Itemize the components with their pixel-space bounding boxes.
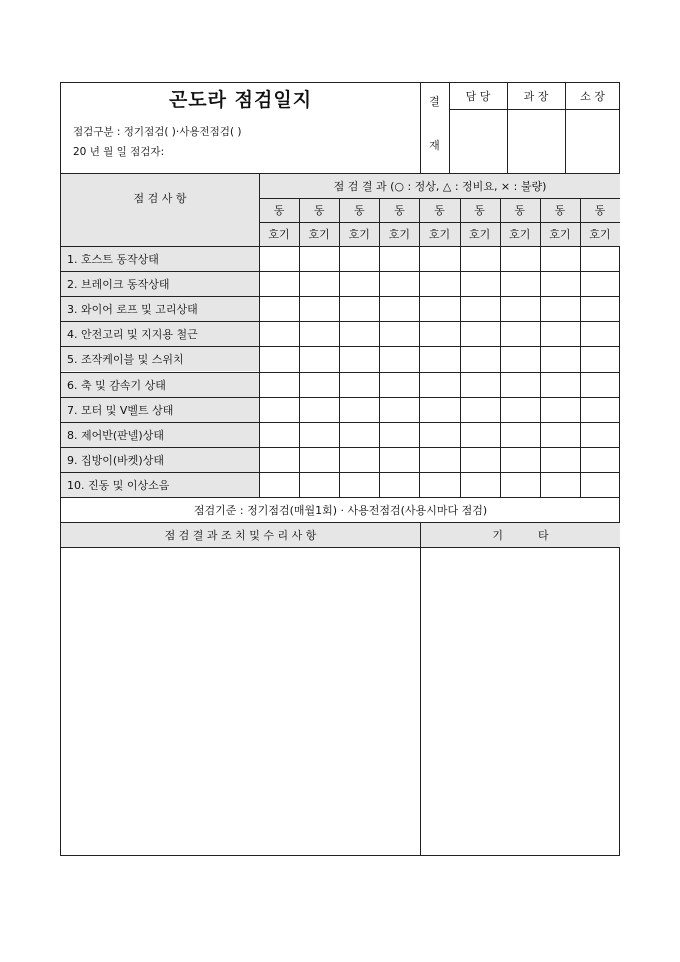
unit-machine-label: 호기 [268, 228, 290, 241]
form-title: 곤도라 점검일지 [168, 89, 313, 111]
unit-building-label: 동 [273, 204, 285, 217]
unit-machine-label: 호기 [308, 228, 330, 241]
result-cell[interactable] [300, 423, 339, 447]
result-cell[interactable] [501, 347, 540, 371]
result-cell[interactable] [541, 423, 580, 447]
approval-sign-manager[interactable] [449, 110, 507, 173]
unit-building-label: 동 [514, 204, 526, 217]
result-cell[interactable] [340, 272, 379, 296]
result-cell[interactable] [380, 347, 419, 371]
result-cell[interactable] [501, 322, 540, 346]
inspection-item-label: 2. 브레이크 동작상태 [61, 272, 259, 296]
result-cell[interactable] [340, 398, 379, 422]
unit-building-label: 동 [434, 204, 445, 217]
result-cell[interactable] [260, 247, 299, 271]
inspection-item-label: 8. 제어반(판넬)상태 [61, 423, 259, 447]
inspection-item-label: 1. 호스트 동작상태 [61, 247, 259, 271]
result-cell[interactable] [340, 347, 379, 371]
result-cell[interactable] [420, 398, 459, 422]
result-cell[interactable] [501, 272, 540, 296]
result-column-header: 점 검 결 과 (○ : 정상, △ : 정비요, × : 불량) [333, 180, 547, 193]
result-cell[interactable] [541, 272, 580, 296]
result-cell[interactable] [461, 423, 500, 447]
result-cell[interactable] [260, 423, 299, 447]
inspection-item-label: 10. 진동 및 이상소음 [61, 473, 259, 497]
result-cell[interactable] [581, 272, 620, 296]
result-cell[interactable] [581, 423, 620, 447]
result-cell[interactable] [300, 473, 339, 497]
result-cell[interactable] [300, 373, 339, 397]
result-cell[interactable] [340, 247, 379, 271]
approval-role-manager: 담 당 [465, 90, 491, 103]
result-cell[interactable] [501, 448, 540, 472]
result-cell[interactable] [300, 398, 339, 422]
inspection-form [60, 82, 620, 856]
result-cell[interactable] [380, 423, 419, 447]
result-cell[interactable] [461, 398, 500, 422]
result-cell[interactable] [260, 322, 299, 346]
result-cell[interactable] [420, 247, 459, 271]
result-cell[interactable] [260, 272, 299, 296]
result-cell[interactable] [501, 398, 540, 422]
result-cell[interactable] [380, 473, 419, 497]
result-cell[interactable] [541, 347, 580, 371]
result-cell[interactable] [380, 297, 419, 321]
result-cell[interactable] [541, 473, 580, 497]
result-cell[interactable] [260, 347, 299, 371]
result-cell[interactable] [300, 297, 339, 321]
result-cell[interactable] [541, 322, 580, 346]
unit-building-label: 동 [353, 204, 365, 217]
inspection-item-label: 6. 축 및 감속기 상태 [61, 373, 259, 397]
approval-role-section-chief: 과 장 [523, 90, 549, 103]
actions-repairs-header: 점 검 결 과 조 치 및 수 리 사 항 [164, 529, 317, 542]
result-cell[interactable] [461, 297, 500, 321]
result-cell[interactable] [420, 423, 459, 447]
approval-sign-director[interactable] [565, 110, 620, 173]
result-cell[interactable] [501, 473, 540, 497]
result-cell[interactable] [420, 473, 459, 497]
approval-sign-section-chief[interactable] [507, 110, 565, 173]
result-cell[interactable] [380, 448, 419, 472]
result-cell[interactable] [501, 297, 540, 321]
inspection-type-line: 점검구분 : 정기점검( )·사용전점검( ) [73, 126, 242, 138]
approval-gyeol-label: 결 [429, 95, 440, 108]
result-cell[interactable] [300, 247, 339, 271]
result-cell[interactable] [300, 347, 339, 371]
unit-machine-label: 호기 [428, 228, 451, 241]
result-cell[interactable] [340, 423, 379, 447]
approval-role-director: 소 장 [580, 90, 605, 103]
result-cell[interactable] [420, 272, 459, 296]
result-cell[interactable] [461, 373, 500, 397]
result-cell[interactable] [420, 347, 459, 371]
result-cell[interactable] [541, 247, 580, 271]
result-cell[interactable] [380, 322, 419, 346]
result-cell[interactable] [340, 473, 379, 497]
result-cell[interactable] [420, 373, 459, 397]
result-cell[interactable] [581, 448, 620, 472]
date-inspector-line: 20 년 월 일 점검자: [73, 146, 165, 158]
result-cell[interactable] [461, 247, 500, 271]
approval-jae-label: 재 [429, 139, 440, 152]
result-cell[interactable] [300, 448, 339, 472]
result-cell[interactable] [340, 448, 379, 472]
result-cell[interactable] [581, 247, 620, 271]
result-cell[interactable] [541, 297, 580, 321]
unit-building-label: 동 [313, 204, 325, 217]
inspection-item-label: 5. 조작케이블 및 스위치 [61, 347, 259, 371]
result-cell[interactable] [420, 322, 459, 346]
result-cell[interactable] [541, 448, 580, 472]
result-cell[interactable] [260, 473, 299, 497]
item-column-header: 점 검 사 항 [133, 192, 187, 205]
result-cell[interactable] [541, 373, 580, 397]
result-cell[interactable] [380, 398, 419, 422]
result-cell[interactable] [501, 423, 540, 447]
remarks-header: 기 타 [492, 529, 549, 542]
actions-repairs-area[interactable] [61, 548, 420, 856]
inspection-item-label: 7. 모터 및 V벨트 상태 [61, 398, 259, 422]
result-cell[interactable] [340, 373, 379, 397]
result-cell[interactable] [300, 322, 339, 346]
result-cell[interactable] [541, 398, 580, 422]
remarks-area[interactable] [421, 548, 620, 856]
result-cell[interactable] [260, 297, 299, 321]
result-cell[interactable] [420, 448, 459, 472]
inspection-item-label: 4. 안전고리 및 지지용 철근 [61, 322, 259, 346]
unit-building-label: 동 [394, 204, 405, 217]
unit-machine-label: 호기 [549, 228, 571, 241]
result-cell[interactable] [340, 322, 379, 346]
unit-machine-label: 호기 [509, 228, 531, 241]
result-cell[interactable] [420, 297, 459, 321]
result-cell[interactable] [461, 347, 500, 371]
result-cell[interactable] [461, 448, 500, 472]
result-cell[interactable] [581, 373, 620, 397]
unit-building-label: 동 [554, 204, 566, 217]
result-cell[interactable] [300, 272, 339, 296]
inspection-item-label: 9. 집방이(바켓)상태 [61, 448, 259, 472]
result-cell[interactable] [581, 322, 620, 346]
inspection-criteria: 점검기준 : 정기점검(매월1회) · 사용전점검(사용시마다 점검) [193, 504, 488, 517]
result-cell[interactable] [260, 373, 299, 397]
result-cell[interactable] [461, 322, 500, 346]
result-cell[interactable] [380, 272, 419, 296]
unit-building-label: 동 [594, 204, 606, 217]
unit-machine-label: 호기 [388, 228, 411, 241]
result-cell[interactable] [260, 448, 299, 472]
result-cell[interactable] [581, 398, 620, 422]
unit-machine-label: 호기 [589, 228, 611, 241]
result-cell[interactable] [380, 247, 419, 271]
result-cell[interactable] [581, 473, 620, 497]
unit-machine-label: 호기 [468, 228, 491, 241]
result-cell[interactable] [461, 272, 500, 296]
result-cell[interactable] [380, 373, 419, 397]
result-cell[interactable] [461, 473, 500, 497]
result-cell[interactable] [581, 347, 620, 371]
unit-machine-label: 호기 [348, 228, 370, 241]
inspection-item-label: 3. 와이어 로프 및 고리상태 [61, 297, 259, 321]
unit-building-label: 동 [474, 204, 485, 217]
result-cell[interactable] [581, 297, 620, 321]
result-cell[interactable] [340, 297, 379, 321]
result-cell[interactable] [501, 247, 540, 271]
result-cell[interactable] [260, 398, 299, 422]
result-cell[interactable] [501, 373, 540, 397]
